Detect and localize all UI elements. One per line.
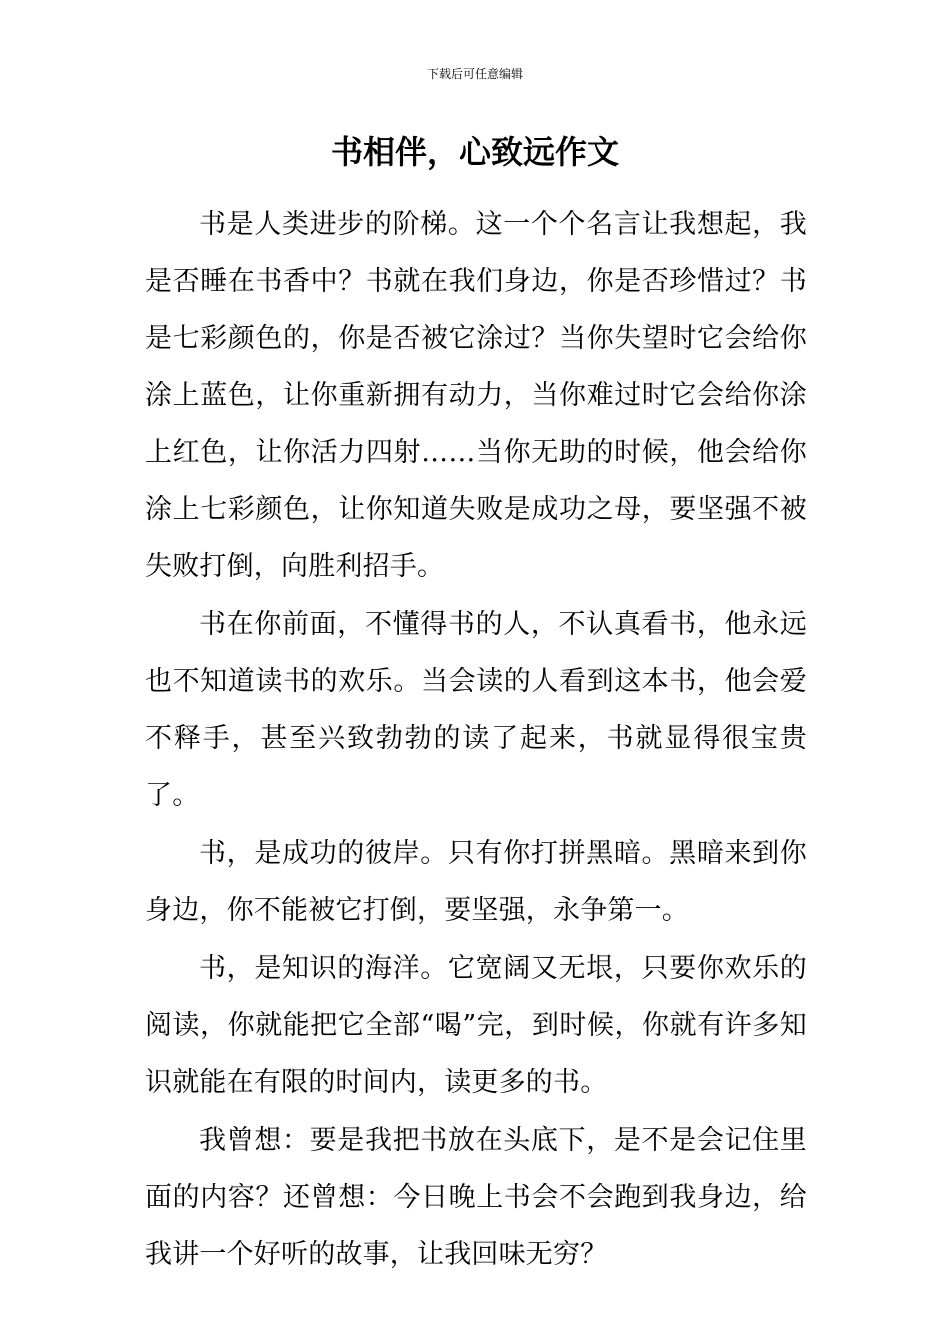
paragraph-2: 书在你前面，不懂得书的人，不认真看书，他永远也不知道读书的欢乐。当会读的人看到这本书，他会爱不释手，甚至兴致勃勃的读了起来，书就显得很宝贵了。 (145, 609, 807, 811)
paragraph-1: 书是人类进步的阶梯。这一个个名言让我想起，我是否睡在书香中？书就在我们身边，你是否珍惜过？书是七彩颜色的，你是否被它涂过？当你失望时它会给你涂上蓝色，让你重新拥有动力，当你难过时它会给你涂上红色，让你活力四射……当你无助的时候，他会给你涂上七彩颜色，让你知道失败是成功之母，要坚强不被失败打倒，向胜利招手。 (145, 209, 807, 582)
paragraph-3: 书，是成功的彼岸。只有你打拼黑暗。黑暗来到你身边，你不能被它打倒，要坚强，永争第一。 (145, 838, 807, 926)
paragraph-5: 我曾想：要是我把书放在头底下，是不是会记住里面的内容？还曾想：今日晚上书会不会跑到我身边，给我讲一个好听的故事，让我回味无穷？ (145, 1125, 807, 1270)
article-body (145, 196, 807, 1284)
paragraph-4: 书，是知识的海洋。它宽阔又无垠，只要你欢乐的阅读，你就能把它全部“喝”完，到时候，你就有许多知识就能在有限的时间内，读更多的书。 (145, 953, 807, 1098)
document-title: 书相伴，心致远作文 (330, 133, 619, 171)
header-note: 下载后可任意编辑 (426, 67, 523, 81)
